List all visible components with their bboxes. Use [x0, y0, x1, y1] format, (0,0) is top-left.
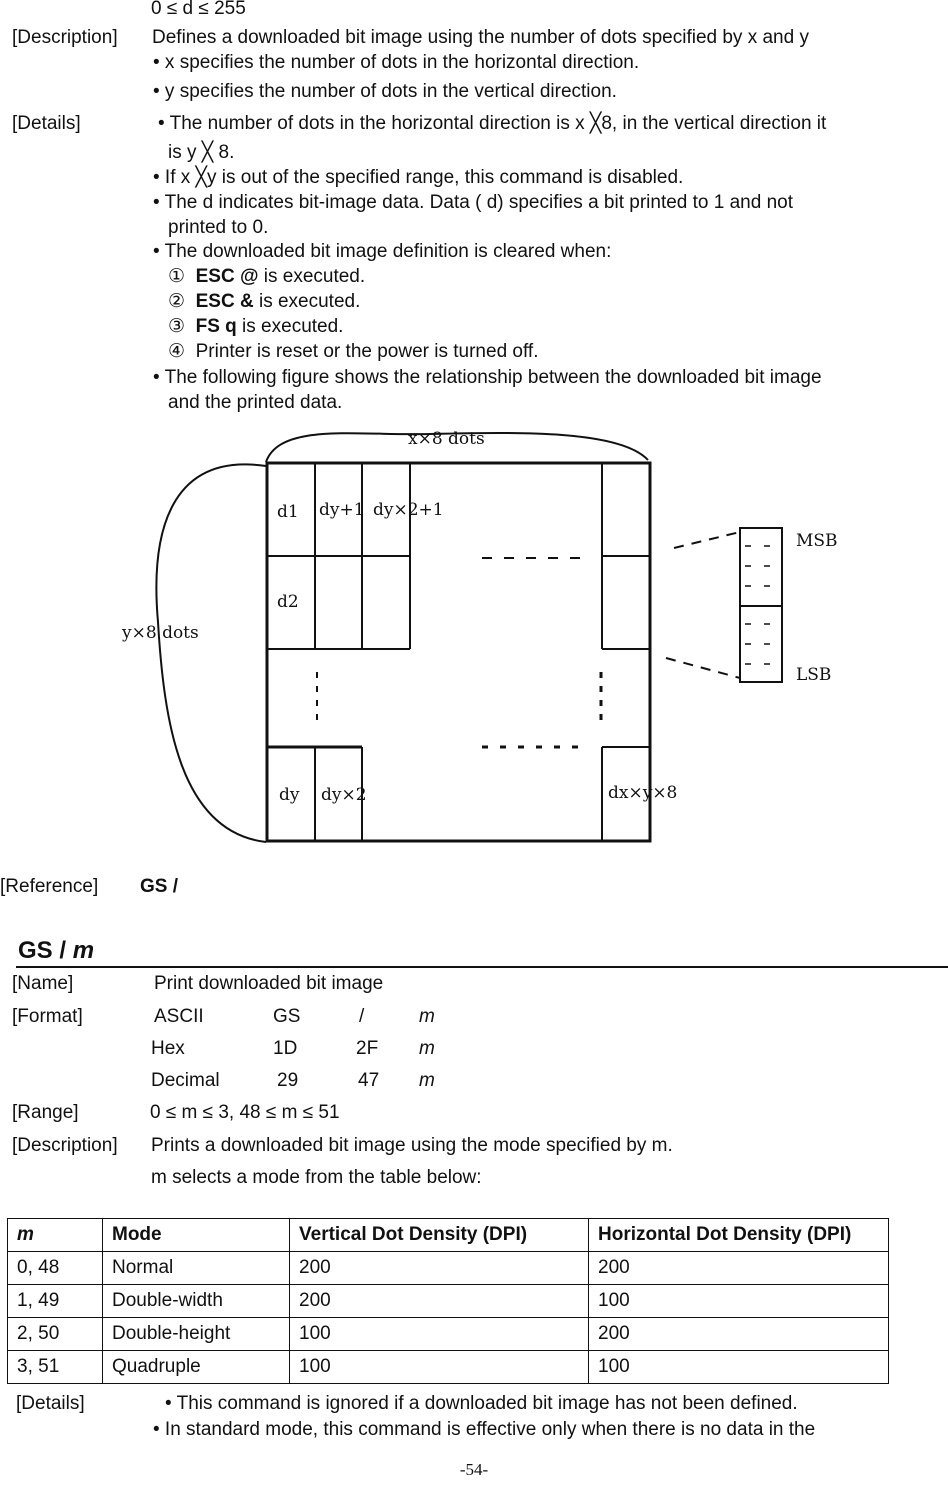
lsb-label: LSB	[796, 665, 832, 685]
cleared-item-text: is executed.	[236, 316, 344, 337]
details-line-5b: and the printed data.	[168, 392, 343, 413]
table-header-row	[8, 1219, 889, 1252]
format-cell: m	[419, 1006, 435, 1027]
table-cell: 100	[290, 1318, 589, 1351]
table-cell: 200	[290, 1285, 589, 1318]
table-header: Vertical Dot Density (DPI)	[290, 1219, 589, 1252]
cell-d2: d2	[277, 592, 299, 612]
table-header: Mode	[103, 1219, 290, 1252]
table-cell: Quadruple	[103, 1351, 290, 1384]
section-title-command: GS /	[18, 937, 67, 964]
cleared-item	[168, 291, 360, 313]
section-title-param: m	[72, 937, 95, 964]
details-line-1a: • The number of dots in the horizontal direction is x ╳8, in the vertical direction it	[158, 113, 827, 134]
cleared-item-text: is executed.	[258, 266, 366, 287]
format-cell: 2F	[356, 1038, 379, 1059]
table-cell: 100	[589, 1285, 889, 1318]
format-kind: Hex	[151, 1038, 185, 1059]
table-cell: 200	[589, 1252, 889, 1285]
byte-pointer-line	[674, 532, 740, 548]
format-label: [Format]	[12, 1006, 83, 1027]
details-line-3a: • The d indicates bit-image data. Data ( d) specifies a bit printed to 1 and not	[153, 192, 793, 213]
details-label: [Details]	[12, 113, 81, 134]
details2-line-2: • In standard mode, this command is effective only when there is no data in the	[153, 1419, 816, 1440]
cleared-item-number: ②	[168, 291, 186, 312]
table-cell: 0, 48	[8, 1252, 103, 1285]
details-line-5a: • The following figure shows the relationship between the downloaded bit image	[153, 367, 822, 388]
table-cell: 200	[290, 1252, 589, 1285]
format-cell: 29	[277, 1070, 299, 1091]
top-dots-label: x×8 dots	[408, 429, 485, 449]
cleared-item-command: ESC @	[195, 266, 259, 287]
table-cell: 3, 51	[8, 1351, 103, 1384]
reference-value: GS /	[140, 876, 179, 897]
cleared-item-text: is executed.	[253, 291, 361, 312]
format-kind: ASCII	[154, 1006, 204, 1027]
format-cell: m	[419, 1038, 435, 1059]
table-header: m	[8, 1219, 103, 1252]
section-heading	[16, 936, 948, 968]
cell-dxy8: dx×y×8	[608, 783, 678, 803]
table-row	[8, 1252, 889, 1285]
format-cell: 1D	[273, 1038, 298, 1059]
cleared-item-number: ③	[168, 316, 186, 337]
mode-table	[7, 1218, 889, 1384]
description-line-2: m selects a mode from the table below:	[151, 1167, 482, 1188]
cleared-item-number: ④	[168, 341, 186, 362]
reference-label: [Reference]	[0, 876, 99, 897]
format-kind: Decimal	[151, 1070, 220, 1091]
table-header: Horizontal Dot Density (DPI)	[589, 1219, 889, 1252]
cleared-item	[168, 266, 365, 288]
left-brace	[156, 464, 266, 842]
format-cell: 47	[358, 1070, 380, 1091]
table-cell: 1, 49	[8, 1285, 103, 1318]
details-label-2: [Details]	[16, 1393, 85, 1414]
table-cell: 200	[589, 1318, 889, 1351]
format-cell: /	[359, 1006, 365, 1027]
bit-image-diagram	[100, 422, 850, 852]
details-line-1b: is y ╳ 8.	[168, 142, 235, 163]
description-label: [Description]	[12, 27, 118, 48]
table-cell: 100	[589, 1351, 889, 1384]
table-cell: 100	[290, 1351, 589, 1384]
table-cell: Double-width	[103, 1285, 290, 1318]
cell-dy: dy	[279, 785, 300, 805]
cell-dy2-1: dy×2+1	[373, 500, 444, 520]
table-row	[8, 1285, 889, 1318]
byte-pointer-line	[666, 658, 740, 678]
range-value: 0 ≤ m ≤ 3, 48 ≤ m ≤ 51	[150, 1102, 340, 1123]
cell-d1: d1	[277, 502, 299, 522]
description-bullet-x: • x specifies the number of dots in the horizontal direction.	[153, 52, 640, 73]
cleared-item-number: ①	[168, 266, 186, 287]
name-value: Print downloaded bit image	[154, 973, 384, 994]
format-cell: m	[419, 1070, 435, 1091]
left-dots-label: y×8 dots	[122, 623, 199, 643]
table-row	[8, 1351, 889, 1384]
cleared-item	[168, 341, 538, 363]
details-line-2: • If x ╳y is out of the specified range, this command is disabled.	[153, 167, 684, 188]
details2-line-1: • This command is ignored if a downloaded bit image has not been defined.	[165, 1393, 798, 1414]
details-line-3b: printed to 0.	[168, 217, 269, 238]
cleared-item-command: FS q	[195, 316, 237, 337]
description-label-2: [Description]	[12, 1135, 118, 1156]
name-label: [Name]	[12, 973, 74, 994]
cell-dy2: dy×2	[321, 785, 367, 805]
table-cell: Double-height	[103, 1318, 290, 1351]
range-label: [Range]	[12, 1102, 79, 1123]
range-line: 0 ≤ d ≤ 255	[151, 0, 246, 19]
cleared-item	[168, 316, 343, 338]
page-number: -54-	[459, 1460, 489, 1479]
cleared-item-command: ESC &	[195, 291, 254, 312]
cell-dy1: dy+1	[319, 500, 365, 520]
details-line-4: • The downloaded bit image definition is cleared when:	[153, 241, 612, 262]
table-row	[8, 1318, 889, 1351]
table-cell: Normal	[103, 1252, 290, 1285]
msb-label: MSB	[796, 531, 838, 551]
description-bullet-y: • y specifies the number of dots in the vertical direction.	[153, 81, 617, 102]
description-text: Defines a downloaded bit image using the number of dots specified by x and y	[152, 27, 809, 48]
format-cell: GS	[273, 1006, 301, 1027]
section-title	[18, 936, 94, 966]
table-cell: 2, 50	[8, 1318, 103, 1351]
description-line-1: Prints a downloaded bit image using the mode specified by m.	[151, 1135, 673, 1156]
cleared-item-text: Printer is reset or the power is turned off.	[195, 341, 539, 362]
